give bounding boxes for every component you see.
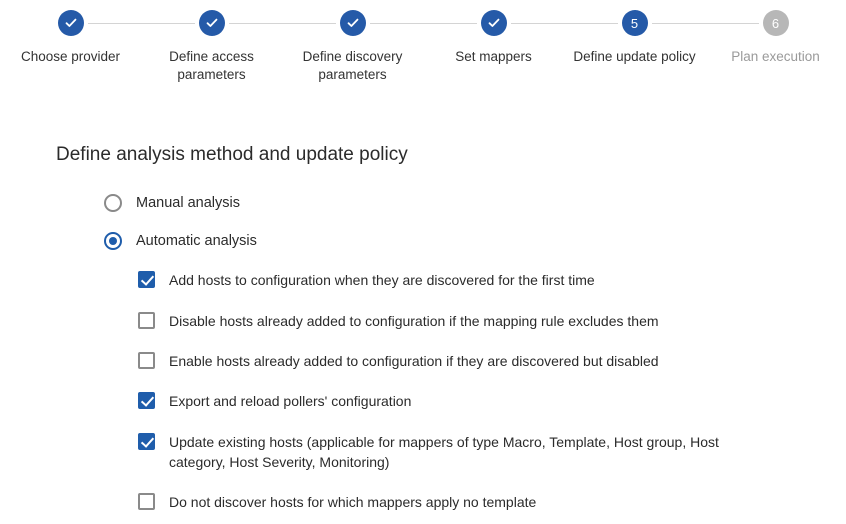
- stepper-connector-right: [370, 23, 424, 24]
- checkbox-row[interactable]: [138, 311, 846, 331]
- checkbox-label: Export and reload pollers' configuration: [169, 393, 412, 410]
- checkbox-label: Add hosts to configuration when they are discovered for the first time: [169, 272, 595, 289]
- stepper-step-label: Define access parameters: [169, 49, 254, 83]
- stepper-connector-left: [282, 23, 336, 24]
- stepper-steps: [0, 10, 846, 84]
- analysis-option-row[interactable]: [104, 194, 846, 212]
- stepper-step-label: Plan execution: [731, 49, 820, 64]
- checkbox-row[interactable]: [138, 492, 846, 512]
- stepper-connector-right: [511, 23, 565, 24]
- checkbox-input[interactable]: [138, 271, 155, 288]
- stepper-connector-right: [88, 23, 142, 24]
- checkbox-label: Update existing hosts (applicable for mappers of type Macro, Template, Host group, Host category, Host Severity, Monitoring): [169, 433, 719, 470]
- main-content: [0, 84, 846, 512]
- stepper-step-6[interactable]: [705, 10, 846, 66]
- radio-label: Manual analysis: [136, 195, 240, 212]
- stepper-step-marker: [340, 10, 366, 36]
- stepper-step-marker: [481, 10, 507, 36]
- stepper-connector-left: [423, 23, 477, 24]
- stepper-step-2[interactable]: [141, 10, 282, 84]
- stepper-step-1[interactable]: [0, 10, 141, 66]
- radio-button[interactable]: [104, 232, 122, 250]
- radio-button[interactable]: [104, 194, 122, 212]
- stepper-connector-left: [141, 23, 195, 24]
- radio-label: Automatic analysis: [136, 233, 257, 250]
- stepper-step-3[interactable]: [282, 10, 423, 84]
- check-icon: [206, 17, 218, 29]
- stepper-step-4[interactable]: [423, 10, 564, 66]
- checkbox-row[interactable]: [138, 432, 846, 473]
- stepper-step-marker: [199, 10, 225, 36]
- analysis-method-radio-group[interactable]: [104, 194, 846, 250]
- checkbox-row[interactable]: [138, 391, 846, 411]
- stepper-connector-left: [564, 23, 618, 24]
- stepper-step-5[interactable]: [564, 10, 705, 66]
- checkbox-input[interactable]: [138, 493, 155, 510]
- stepper-step-marker: [58, 10, 84, 36]
- stepper-step-label: Define update policy: [573, 49, 696, 64]
- checkbox-label: Enable hosts already added to configuration if they are discovered but disabled: [169, 353, 659, 370]
- check-icon: [65, 17, 77, 29]
- stepper-connector-left: [705, 23, 759, 24]
- analysis-option-row[interactable]: [104, 232, 846, 250]
- stepper-step-marker: 5: [622, 10, 648, 36]
- checkbox-row[interactable]: [138, 351, 846, 371]
- check-icon: [488, 17, 500, 29]
- stepper-connector-right: [652, 23, 706, 24]
- update-policy-checkbox-list[interactable]: [138, 270, 846, 512]
- checkbox-input[interactable]: [138, 352, 155, 369]
- page-title: Define analysis method and update policy: [56, 144, 408, 166]
- wizard-stepper: [0, 0, 846, 84]
- stepper-step-label: Choose provider: [20, 49, 121, 64]
- stepper-connector-right: [229, 23, 283, 24]
- checkbox-input[interactable]: [138, 312, 155, 329]
- checkbox-input[interactable]: [138, 392, 155, 409]
- stepper-step-label: Define discovery parameters: [302, 49, 403, 83]
- checkbox-label: Do not discover hosts for which mappers apply no template: [169, 494, 537, 511]
- stepper-step-label: Set mappers: [455, 49, 532, 64]
- stepper-step-marker: 6: [763, 10, 789, 36]
- checkbox-input[interactable]: [138, 433, 155, 450]
- checkbox-label: Disable hosts already added to configuration if the mapping rule excludes them: [169, 312, 659, 329]
- checkbox-row[interactable]: [138, 270, 846, 290]
- check-icon: [347, 17, 359, 29]
